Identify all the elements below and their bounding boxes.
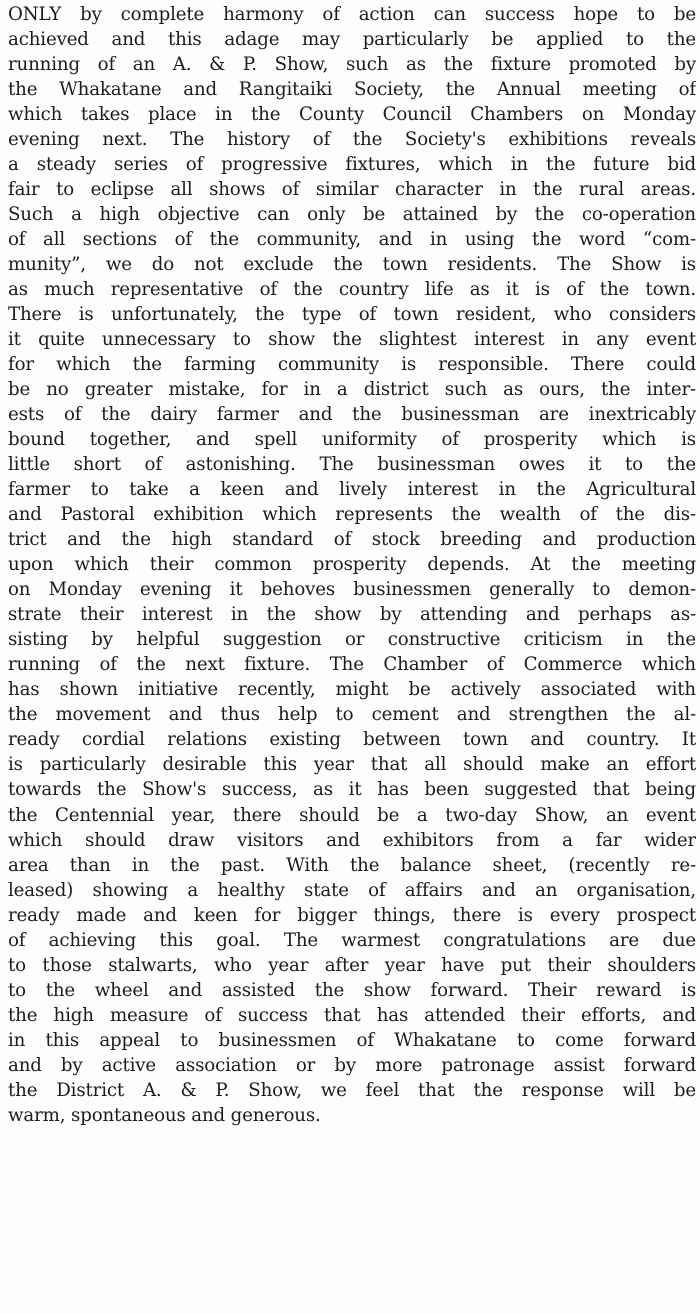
article-line: a steady series of progressive fixtures, which in the future bid bbox=[8, 154, 696, 176]
article-line: to those stalwarts, who year after year have put their shoulders bbox=[8, 954, 696, 976]
article-line: running of an A. & P. Show, such as the fixture promoted by bbox=[8, 54, 696, 76]
article-line: farmer to take a keen and lively interest in the Agricultural bbox=[8, 479, 696, 501]
article-line: be no greater mistake, for in a district such as ours, the inter- bbox=[8, 379, 696, 401]
article-line: the Centennial year, there should be a two-day Show, an event bbox=[8, 804, 696, 826]
article-line: as much representative of the country life as it is of the town. bbox=[8, 279, 696, 301]
article-line: towards the Show's success, as it has been suggested that being bbox=[8, 779, 696, 801]
article-line: strate their interest in the show by attending and perhaps as- bbox=[8, 604, 696, 626]
article-line: bound together, and spell uniformity of prosperity which is bbox=[8, 429, 696, 451]
article-line: and by active association or by more patronage assist forward bbox=[8, 1054, 696, 1076]
article-line: ready made and keen for bigger things, there is every prospect bbox=[8, 904, 696, 926]
article-line: achieved and this adage may particularly be applied to the bbox=[8, 29, 696, 51]
article-line: and Pastoral exhibition which represents the wealth of the dis- bbox=[8, 504, 696, 526]
article-line: of achieving this goal. The warmest congratulations are due bbox=[8, 929, 696, 951]
article-line: which should draw visitors and exhibitors from a far wider bbox=[8, 829, 696, 851]
article-line: is particularly desirable this year that all should make an effort bbox=[8, 754, 696, 776]
article-line: ONLY by complete harmony of action can success hope to be bbox=[8, 4, 696, 25]
article-line: munity”, we do not exclude the town residents. The Show is bbox=[8, 254, 696, 276]
article-line: the Whakatane and Rangitaiki Society, the Annual meeting of bbox=[8, 79, 696, 101]
article-line: evening next. The history of the Society's exhibitions reveals bbox=[8, 129, 696, 151]
article-line: of all sections of the community, and in using the word “com- bbox=[8, 229, 696, 251]
article-line: fair to eclipse all shows of similar character in the rural areas. bbox=[8, 179, 696, 201]
article-body bbox=[8, 2, 696, 1128]
article-line: it quite unnecessary to show the slightest interest in any event bbox=[8, 329, 696, 351]
article-line: the high measure of success that has attended their efforts, and bbox=[8, 1004, 696, 1026]
article-line: upon which their common prosperity depends. At the meeting bbox=[8, 554, 696, 576]
article-line: has shown initiative recently, might be actively associated with bbox=[8, 679, 696, 701]
article-line: trict and the high standard of stock breeding and production bbox=[8, 529, 696, 551]
article-line: ready cordial relations existing between town and country. It bbox=[8, 729, 696, 751]
article-line: There is unfortunately, the type of town resident, who considers bbox=[8, 304, 696, 326]
article-line: leased) showing a healthy state of affairs and an organisation, bbox=[8, 879, 696, 901]
article-line: area than in the past. With the balance sheet, (recently re- bbox=[8, 854, 696, 876]
article-line: on Monday evening it behoves businessmen generally to demon- bbox=[8, 579, 696, 601]
article-line: which takes place in the County Council Chambers on Monday bbox=[8, 104, 696, 126]
article-line: in this appeal to businessmen of Whakatane to come forward bbox=[8, 1029, 696, 1051]
article-line: warm, spontaneous and generous. bbox=[8, 1104, 321, 1126]
article-line: the District A. & P. Show, we feel that the response will be bbox=[8, 1079, 696, 1101]
article-line: little short of astonishing. The businessman owes it to the bbox=[8, 454, 696, 476]
article-line: to the wheel and assisted the show forward. Their reward is bbox=[8, 979, 696, 1001]
article-line: sisting by helpful suggestion or constructive criticism in the bbox=[8, 629, 696, 651]
article-line: running of the next fixture. The Chamber of Commerce which bbox=[8, 654, 696, 676]
article-line: for which the farming community is responsible. There could bbox=[8, 354, 696, 376]
article-line: Such a high objective can only be attained by the co-operation bbox=[8, 204, 696, 226]
article-line: ests of the dairy farmer and the businessman are inextricably bbox=[8, 404, 696, 426]
article-line: the movement and thus help to cement and strengthen the al- bbox=[8, 704, 696, 726]
